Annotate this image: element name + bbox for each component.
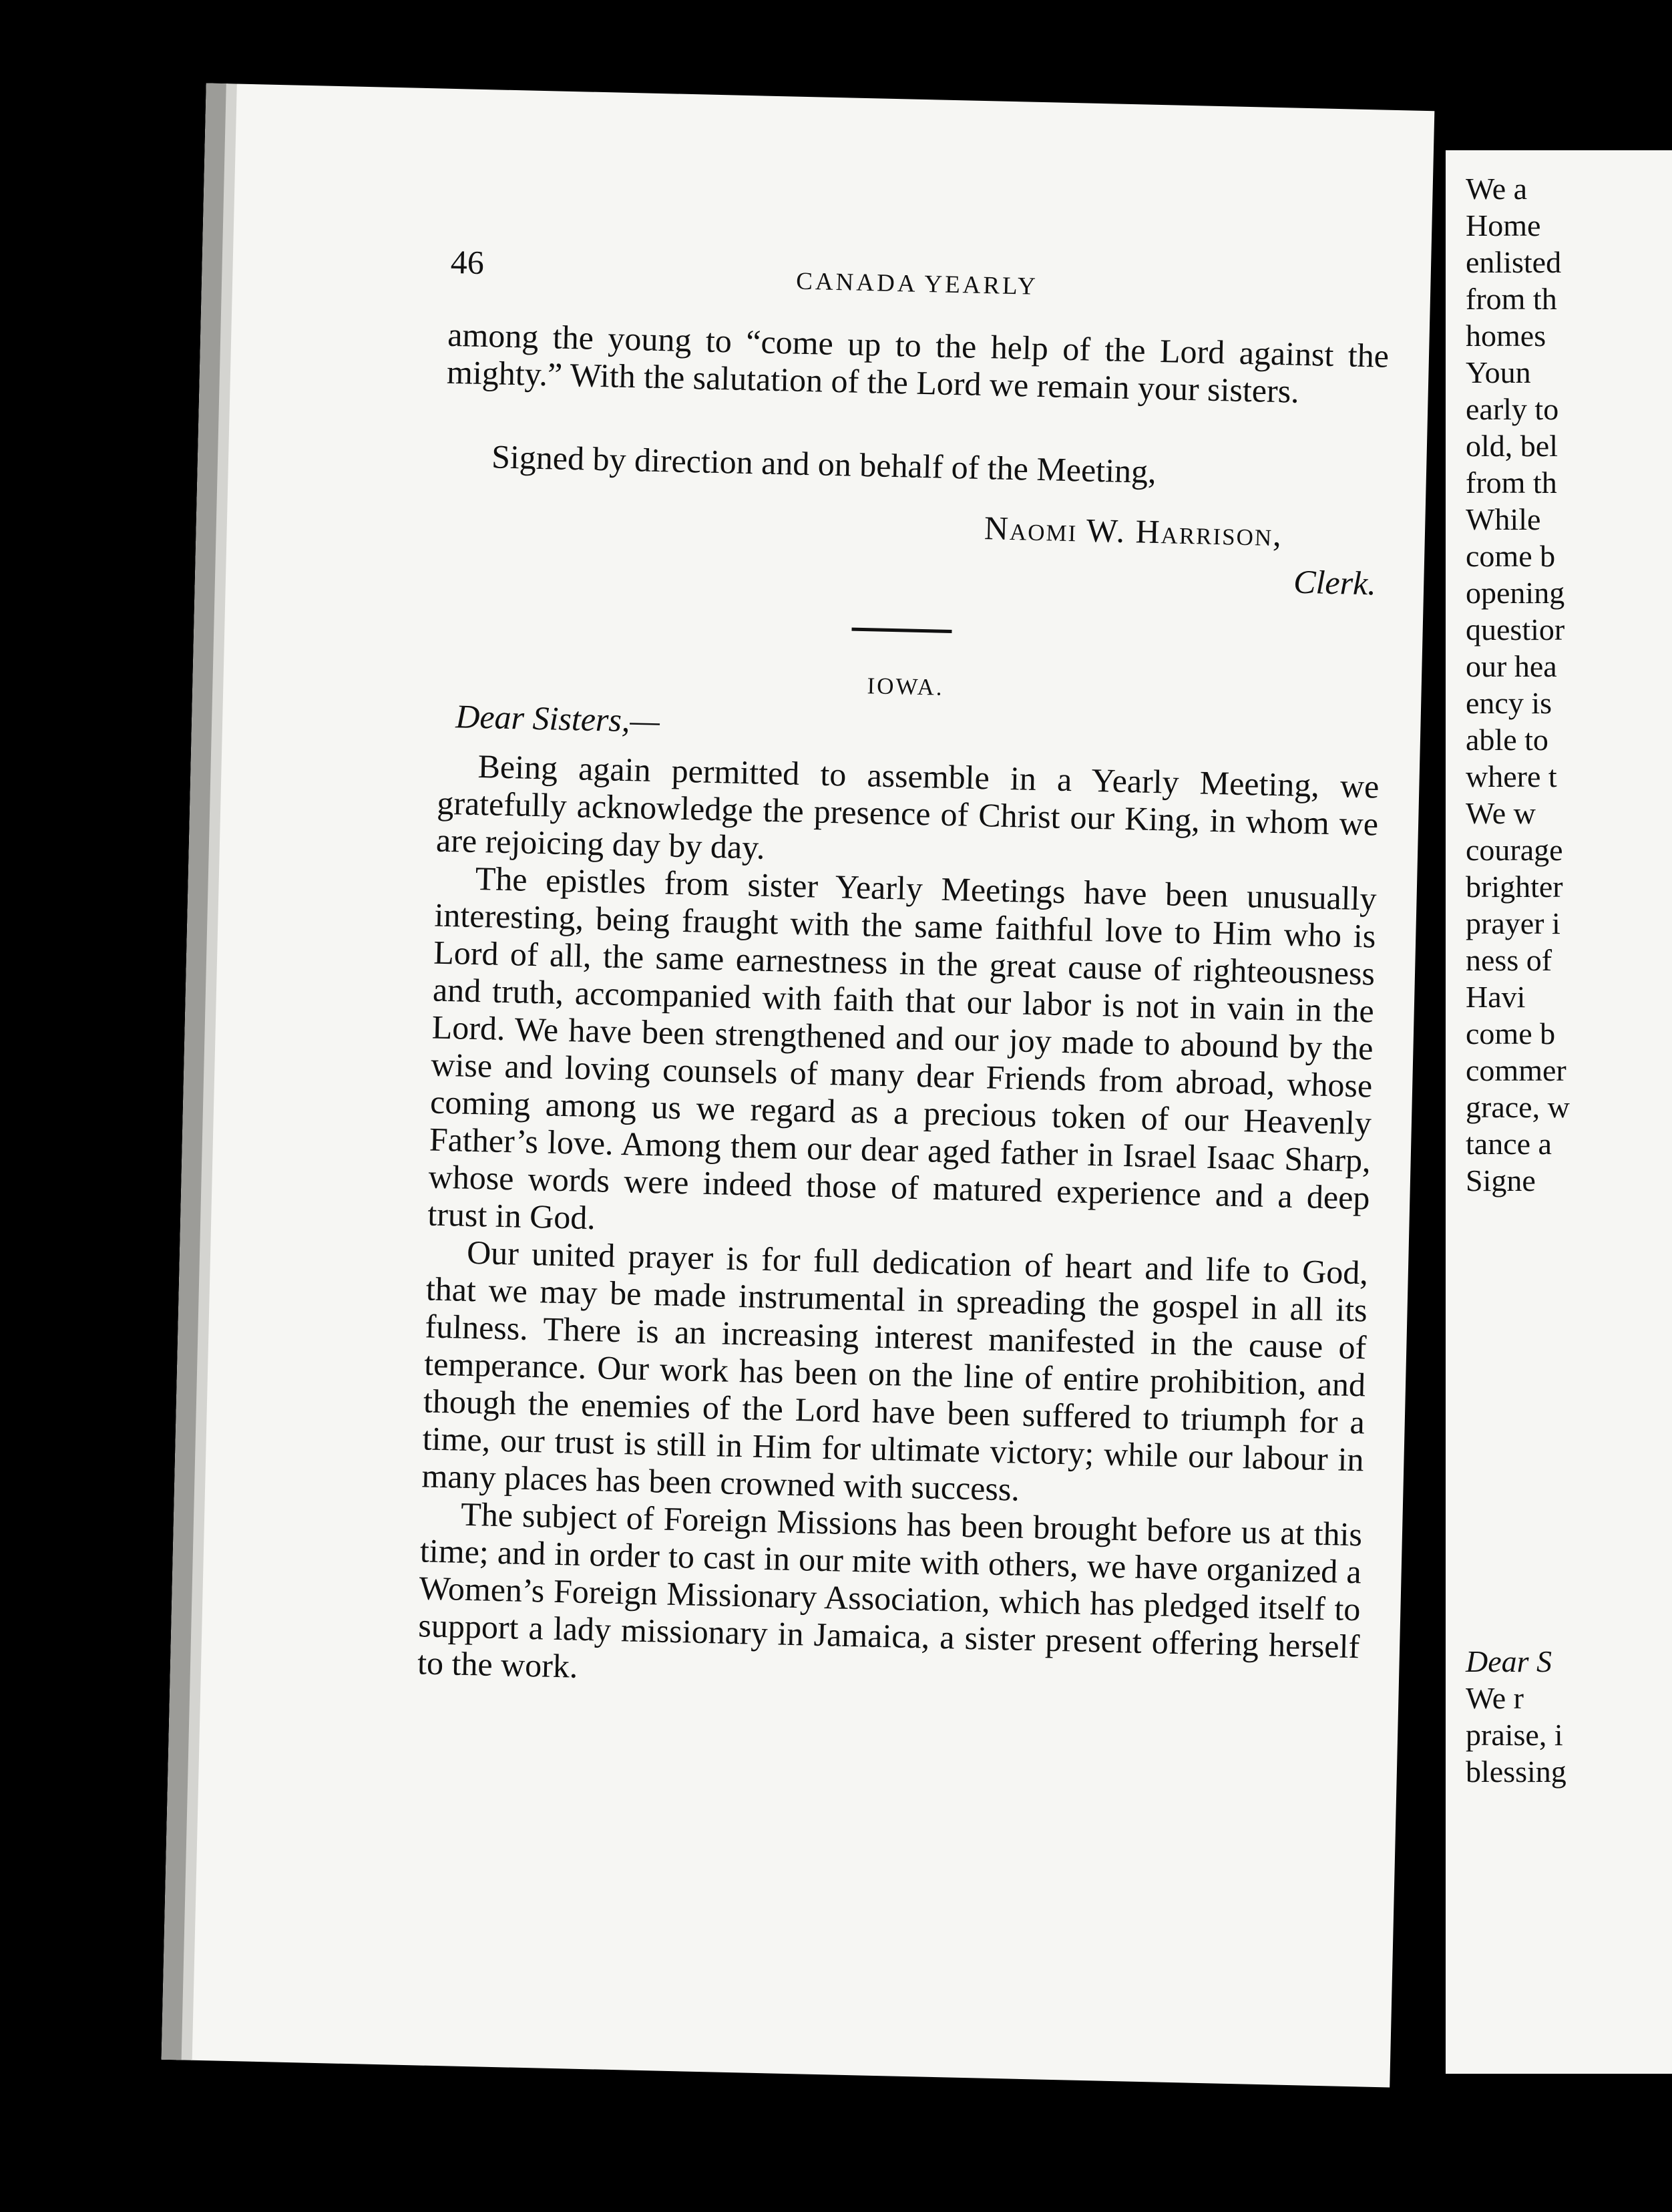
right-page-line: ness of bbox=[1466, 943, 1552, 977]
right-page-lower-line: We r bbox=[1466, 1681, 1524, 1715]
right-page-line: Home bbox=[1466, 208, 1541, 242]
right-page-line: tance a bbox=[1466, 1127, 1552, 1161]
right-page-line: where t bbox=[1466, 759, 1557, 793]
right-page-line: courage bbox=[1466, 833, 1563, 867]
signatory-title: Clerk. bbox=[1293, 562, 1377, 602]
right-page-line: from th bbox=[1466, 466, 1557, 500]
page-number: 46 bbox=[450, 242, 485, 282]
right-page-line: Havi bbox=[1466, 980, 1526, 1014]
right-page-line: grace, w bbox=[1466, 1090, 1570, 1124]
signatory bbox=[984, 508, 1283, 554]
right-page-line: from th bbox=[1466, 282, 1557, 316]
right-page-line: come b bbox=[1466, 539, 1556, 573]
section-heading: IOWA. bbox=[867, 673, 945, 701]
right-page-line: Youn bbox=[1466, 355, 1531, 389]
right-page-text bbox=[1466, 170, 1570, 1199]
right-page-line: homes bbox=[1466, 319, 1546, 353]
paragraph-3: Our united prayer is for full dedication of heart and life to God, that we may be made instrumental in spreading the gospel in all its fulness. There is an increasing interest manifested in the cause of temperance. Our work has been on the line of entire prohibition, and though the enemies of the Lord have been suffered to triumph for a time, our trust is still in Him for ultimate victory; while our labour in many places has been crowned with success. bbox=[421, 1233, 1369, 1508]
signatory-name: Naomi W. Harrison, bbox=[984, 509, 1283, 554]
signed-line: Signed by direction and on behalf of the Meeting, bbox=[491, 437, 1157, 490]
right-page-line: commer bbox=[1466, 1053, 1566, 1087]
right-page-line: brighter bbox=[1466, 870, 1563, 904]
right-page-line: We w bbox=[1466, 796, 1536, 830]
right-page-line: We a bbox=[1466, 172, 1528, 206]
right-page-line: ency is bbox=[1466, 686, 1552, 720]
right-page-lower-line: blessing bbox=[1466, 1755, 1566, 1789]
right-page-line: enlisted bbox=[1466, 245, 1562, 279]
right-page-salutation: Dear S bbox=[1466, 1644, 1552, 1678]
right-page-line: While bbox=[1466, 502, 1541, 536]
right-page-line: able to bbox=[1466, 723, 1548, 757]
section-divider bbox=[851, 628, 952, 633]
right-page-line: Signe bbox=[1466, 1163, 1536, 1197]
salutation: Dear Sisters,— bbox=[455, 697, 660, 740]
paragraph-1: Being again permitted to assemble in a Yearly Meeting, we gratefully acknowledge the presence of Christ our King, in whom we are rejoicing day by day. bbox=[435, 747, 1380, 866]
right-page-lower-text bbox=[1466, 1643, 1566, 1790]
right-page-line: old, bel bbox=[1466, 429, 1558, 463]
opening-paragraph bbox=[446, 316, 1389, 412]
right-page-lower-line: praise, i bbox=[1466, 1718, 1563, 1752]
paragraph-2: The epistles from sister Yearly Meetings have been unusually interesting, being fraught with the same faithful love to Him who is Lord of all, the same earnestness in the great cause of righteousness and truth, accompanied with faith that our labor is not in vain in the Lord. We have been strengthened and our joy made to abound by the wise and loving counsels of many dear Friends from abroad, whose coming among us we regard as a precious token of our Heavenly Father’s love. Among them our dear aged father in Israel Isaac Sharp, whose words were indeed those of matured experience and a deep trust in God. bbox=[427, 859, 1378, 1237]
paragraph-4: The subject of Foreign Missions has been brought before us at this time; and in order to cast in our mite with others, we have organized a Women’s Foreign Missionary Association, which has pledged itself to support a lady missionary in Jamaica, a sister present offering herself to the work. bbox=[417, 1495, 1363, 1685]
right-page-line: opening bbox=[1466, 576, 1565, 610]
left-page bbox=[162, 83, 1435, 2088]
running-head: CANADA YEARLY bbox=[795, 267, 1039, 301]
right-page-line: come b bbox=[1466, 1017, 1556, 1051]
iowa-epistle-body bbox=[417, 747, 1380, 1703]
opening-paragraph-text: among the young to “come up to the help of the Lord against the mighty.” With the salutation of the Lord we remain your sisters. bbox=[446, 315, 1390, 410]
right-page-line: our hea bbox=[1466, 649, 1557, 683]
right-page-line: early to bbox=[1466, 392, 1559, 426]
right-page-line: questior bbox=[1466, 612, 1565, 647]
right-page-line: prayer i bbox=[1466, 906, 1560, 940]
